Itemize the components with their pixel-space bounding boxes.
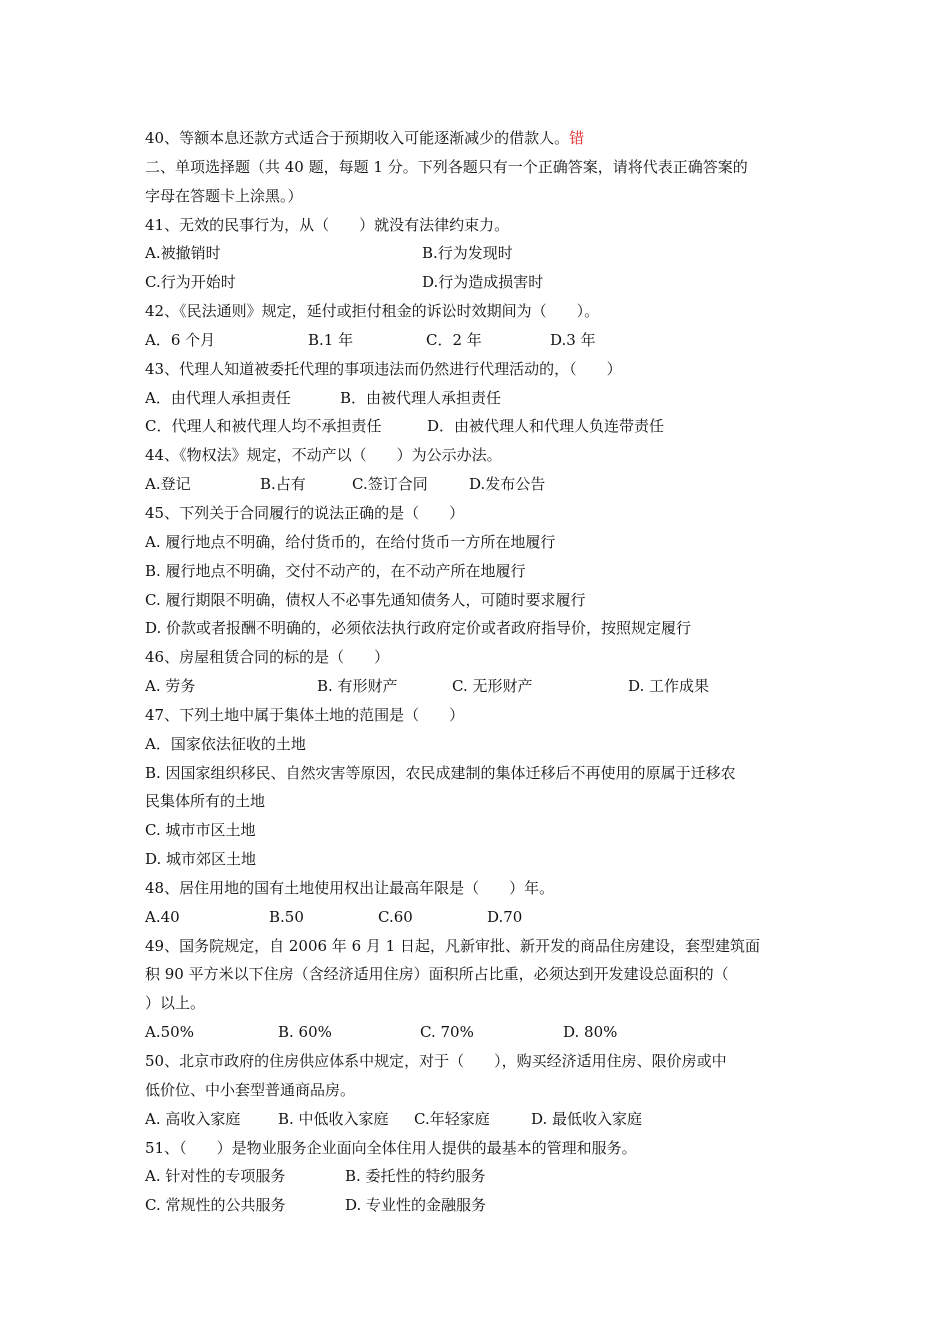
question-49-option-c: C. 70% xyxy=(420,1023,474,1042)
section-heading-line-2: 字母在答题卡上涂黑。） xyxy=(145,186,303,205)
question-42-options xyxy=(145,326,810,355)
question-45-option-b: B. 履行地点不明确，交付不动产的，在不动产所在地履行 xyxy=(145,561,526,580)
question-50-options xyxy=(145,1105,810,1134)
question-43-option-c: C．代理人和被代理人均不承担责任 xyxy=(145,417,382,436)
question-45-option-d: D. 价款或者报酬不明确的，必须依法执行政府定价或者政府指导价，按照规定履行 xyxy=(145,619,692,638)
question-48-option-a: A.40 xyxy=(145,907,180,926)
question-43-options-row-2 xyxy=(145,412,810,441)
question-50-option-b: B. 中低收入家庭 xyxy=(278,1109,389,1128)
question-51-options-row-1 xyxy=(145,1162,810,1191)
question-50-option-a: A. 高收入家庭 xyxy=(145,1109,241,1128)
question-51-option-b: B. 委托性的特约服务 xyxy=(345,1167,486,1186)
question-42-option-a: A．6 个月 xyxy=(145,330,216,349)
question-47-option-a: A．国家依法征收的土地 xyxy=(145,734,306,753)
exam-content xyxy=(145,124,810,1220)
question-51-option-a: A. 针对性的专项服务 xyxy=(145,1167,286,1186)
question-51-stem: 51、（ ）是物业服务企业面向全体住用人提供的最基本的管理和服务。 xyxy=(145,1138,637,1157)
question-40-answer: 错 xyxy=(569,129,585,147)
question-50-option-d: D. 最低收入家庭 xyxy=(531,1109,643,1128)
question-41-stem: 41、无效的民事行为，从（ ）就没有法律约束力。 xyxy=(145,215,510,234)
question-48-option-c: C.60 xyxy=(378,907,413,926)
question-42-option-b: B.1 年 xyxy=(308,330,354,349)
question-45-option-a: A. 履行地点不明确，给付货币的，在给付货币一方所在地履行 xyxy=(145,532,556,551)
question-49-option-b: B. 60% xyxy=(278,1023,332,1042)
question-44-option-a: A.登记 xyxy=(145,475,191,494)
section-heading-line-1: 二、单项选择题（共 40 题，每题 1 分。下列各题只有一个正确答案，请将代表正确答案的 xyxy=(145,157,748,176)
question-44-option-d: D.发布公告 xyxy=(469,475,546,494)
question-49-line-1: 49、国务院规定，自 2006 年 6 月 1 日起，凡新审批、新开发的商品住房建设，套型建筑面 xyxy=(145,936,760,955)
question-45-stem: 45、下列关于合同履行的说法正确的是（ ） xyxy=(145,503,465,522)
question-47-option-b-line-1: B. 因国家组织移民、自然灾害等原因，农民成建制的集体迁移后不再使用的原属于迁移农 xyxy=(145,763,736,782)
question-45-option-c: C. 履行期限不明确，债权人不必事先通知债务人，可随时要求履行 xyxy=(145,590,586,609)
question-47-stem: 47、下列土地中属于集体土地的范围是（ ） xyxy=(145,705,465,724)
question-46-option-a: A. 劳务 xyxy=(145,677,196,696)
question-42-option-c: C．2 年 xyxy=(426,330,482,349)
question-48-option-d: D.70 xyxy=(487,907,523,926)
question-41-option-c: C.行为开始时 xyxy=(145,273,236,292)
question-48-stem: 48、居住用地的国有土地使用权出让最高年限是（ ）年。 xyxy=(145,878,555,897)
question-51-option-d: D. 专业性的金融服务 xyxy=(345,1196,487,1215)
question-50-option-c: C.年轻家庭 xyxy=(414,1109,490,1128)
question-41-option-b: B.行为发现时 xyxy=(422,244,513,263)
question-42-stem: 42、《民法通则》规定，延付或拒付租金的诉讼时效期间为（ ）。 xyxy=(145,302,600,321)
question-50-line-1: 50、北京市政府的住房供应体系中规定，对于（ ），购买经济适用住房、限价房或中 xyxy=(145,1052,727,1070)
question-46-options xyxy=(145,672,810,701)
question-40 xyxy=(145,124,810,153)
question-46-option-b: B. 有形财产 xyxy=(317,677,398,696)
question-41-options-row-1 xyxy=(145,239,810,268)
question-41-option-a: A.被撤销时 xyxy=(145,244,221,263)
question-46-option-c: C. 无形财产 xyxy=(452,677,533,696)
question-43-stem: 43、代理人知道被委托代理的事项违法而仍然进行代理活动的，（ ） xyxy=(145,359,622,378)
question-44-option-b: B.占有 xyxy=(260,475,306,494)
question-51-options-row-2 xyxy=(145,1191,810,1220)
question-49-options xyxy=(145,1018,810,1047)
question-47-option-b-line-2: 民集体所有的土地 xyxy=(145,792,266,811)
question-44-stem: 44、《物权法》规定，不动产以（ ）为公示办法。 xyxy=(145,446,502,465)
question-49-option-a: A.50% xyxy=(145,1023,194,1042)
question-40-text: 40、等额本息还款方式适合于预期收入可能逐渐减少的借款人。 xyxy=(145,129,570,147)
question-50-line-2: 低价位、中小套型普通商品房。 xyxy=(145,1080,356,1099)
question-49-line-2: 积 90 平方米以下住房（含经济适用住房）面积所占比重，必须达到开发建设总面积的（ xyxy=(145,965,729,984)
question-44-option-c: C.签订合同 xyxy=(352,475,428,494)
question-51-option-c: C. 常规性的公共服务 xyxy=(145,1196,286,1215)
question-47-option-d: D. 城市郊区土地 xyxy=(145,850,257,869)
question-43-option-b: B．由被代理人承担责任 xyxy=(340,388,502,407)
question-49-option-d: D. 80% xyxy=(563,1023,618,1042)
question-42-option-d: D.3 年 xyxy=(550,330,596,349)
question-41-option-d: D.行为造成损害时 xyxy=(422,273,544,292)
question-48-option-b: B.50 xyxy=(269,907,304,926)
question-46-option-d: D. 工作成果 xyxy=(628,677,710,696)
question-49-line-3: ）以上。 xyxy=(145,994,206,1013)
question-43-options-row-1 xyxy=(145,384,810,413)
question-44-options xyxy=(145,470,810,499)
question-48-options xyxy=(145,903,810,932)
question-41-options-row-2 xyxy=(145,268,810,297)
question-46-stem: 46、房屋租赁合同的标的是（ ） xyxy=(145,648,390,667)
question-47-option-c: C. 城市市区土地 xyxy=(145,821,256,840)
question-43-option-a: A．由代理人承担责任 xyxy=(145,388,291,407)
question-43-option-d: D．由被代理人和代理人负连带责任 xyxy=(427,417,665,436)
